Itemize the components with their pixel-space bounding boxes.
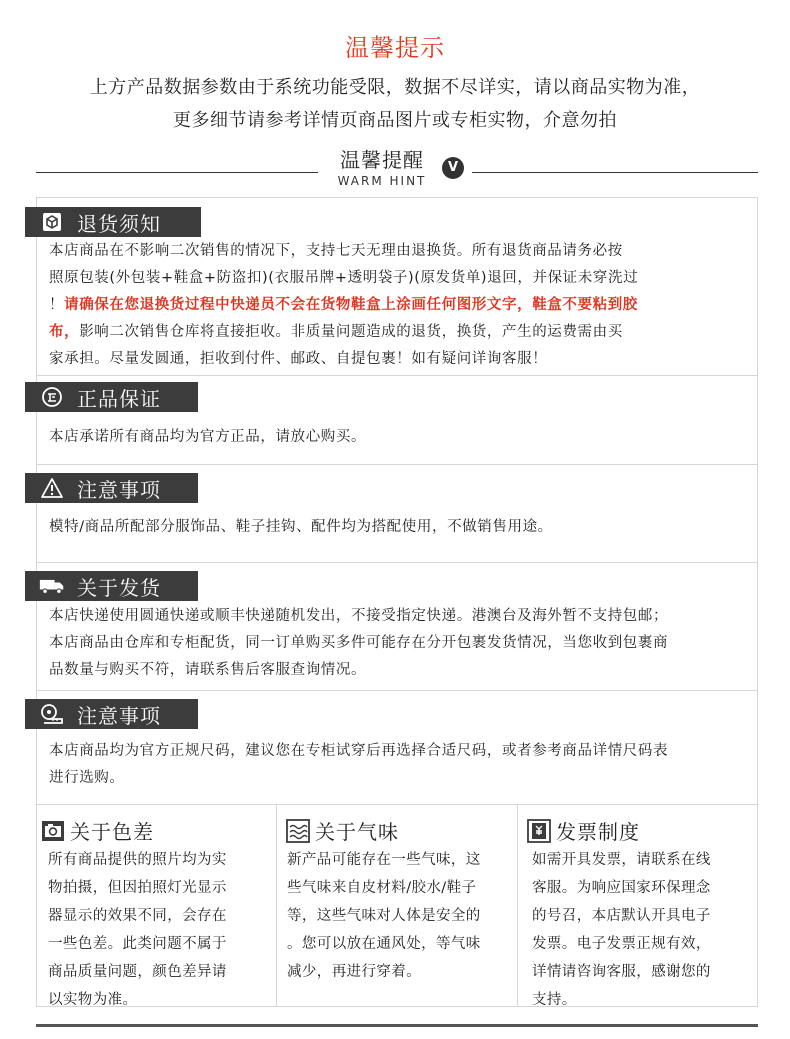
intro-line-1: 上方产品数据参数由于系统功能受限，数据不尽详实，请以商品实物为准，	[89, 77, 701, 98]
smell-column	[277, 804, 517, 1007]
genuine-seal-icon	[39, 386, 65, 408]
returns-title: 退货须知	[77, 211, 161, 236]
returns-text: 本店商品在不影响二次销售的情况下，支持七天无理由退换货。所有退货商品请务必按 照原包装(外包装+鞋盒+防盗扣)(衣服吊牌+透明袋子)(原发货单)退回，并保证未穿洗过 ！请确保在您退换货过程中快递员不会在货物鞋盒上涂画任何图形文字，鞋盒不要粘到胶 布，影响二次销售仓库将直接拒收。非质量问题造成的退货，换货，产生的运费需由买 家承担。尽量发圆通，拒收到付件、邮政、自提包裹！如有疑问详询客服！	[49, 243, 639, 367]
camera-icon	[40, 818, 66, 844]
invoice-title: 发票制度	[556, 820, 640, 844]
bottom-bar	[36, 1024, 758, 1027]
genuine-header	[25, 382, 198, 412]
odor-waves-icon	[285, 818, 311, 844]
genuine-text: 本店承诺所有商品均为官方正品，请放心购买。	[49, 429, 367, 445]
size-notice-header	[25, 699, 198, 729]
measuring-tape-icon	[39, 703, 65, 725]
size-notice-title: 注意事项	[77, 703, 161, 728]
notice-text: 模特/商品所配部分服饰品、鞋子挂钩、配件均为搭配使用，不做销售用途。	[49, 519, 553, 535]
warm-hint-title: 温馨提醒	[340, 148, 424, 172]
divider-right	[472, 172, 758, 173]
row-divider	[36, 464, 758, 465]
intro-line-2: 更多细节请参考详情页商品图片或专柜实物，介意勿拍	[173, 110, 617, 131]
shipping-text: 本店快递使用圆通快递或顺丰快递随机发出，不接受指定快递。港澳台及海外暂不支持包邮； 本店商品由仓库和专柜配货，同一订单购买多件可能存在分开包裹发货情况，当您收到包裹商 品数量与购买不符，请联系售后客服查询情况。	[49, 608, 669, 678]
warning-icon	[39, 477, 65, 499]
notice-title: 注意事项	[77, 477, 161, 502]
row-divider	[36, 690, 758, 691]
color-title: 关于色差	[70, 820, 154, 844]
color-text: 所有商品提供的照片均为实 物拍摄，但因拍照灯光显示 器显示的效果不同，会存在 一些色差。此类问题不属于 商品质量问题，颜色差异请 以实物为准。	[48, 852, 227, 1008]
box-icon	[39, 211, 65, 233]
row-divider	[36, 375, 758, 376]
warm-hint-subtitle: WARM HINT	[337, 174, 427, 188]
color-column	[36, 804, 276, 1007]
truck-icon	[39, 575, 65, 597]
size-notice-text: 本店商品均为官方正规尺码，建议您在专柜试穿后再选择合适尺码，或者参考商品详情尺码表 进行选购。	[49, 743, 669, 786]
invoice-column	[518, 804, 758, 1007]
divider-left	[36, 172, 318, 173]
smell-title: 关于气味	[315, 820, 399, 844]
chevron-badge-icon: V	[442, 157, 464, 179]
invoice-icon	[526, 818, 552, 844]
page-title: 温馨提示	[345, 34, 445, 62]
invoice-text: 如需开具发票，请联系在线 客服。为响应国家环保理念 的号召，本店默认开具电子 发票。电子发票正规有效， 详情请咨询客服，感谢您的 支持。	[532, 852, 711, 1008]
shipping-header	[25, 571, 198, 601]
shipping-title: 关于发货	[77, 575, 161, 600]
genuine-title: 正品保证	[77, 386, 161, 411]
smell-text: 新产品可能存在一些气味，这 些气味来自皮材料/胶水/鞋子 等，这些气味对人体是安全的 。您可以放在通风处，等气味 减少，再进行穿着。	[287, 852, 481, 980]
row-divider	[36, 562, 758, 563]
notice-header	[25, 473, 198, 503]
returns-header	[25, 207, 201, 237]
